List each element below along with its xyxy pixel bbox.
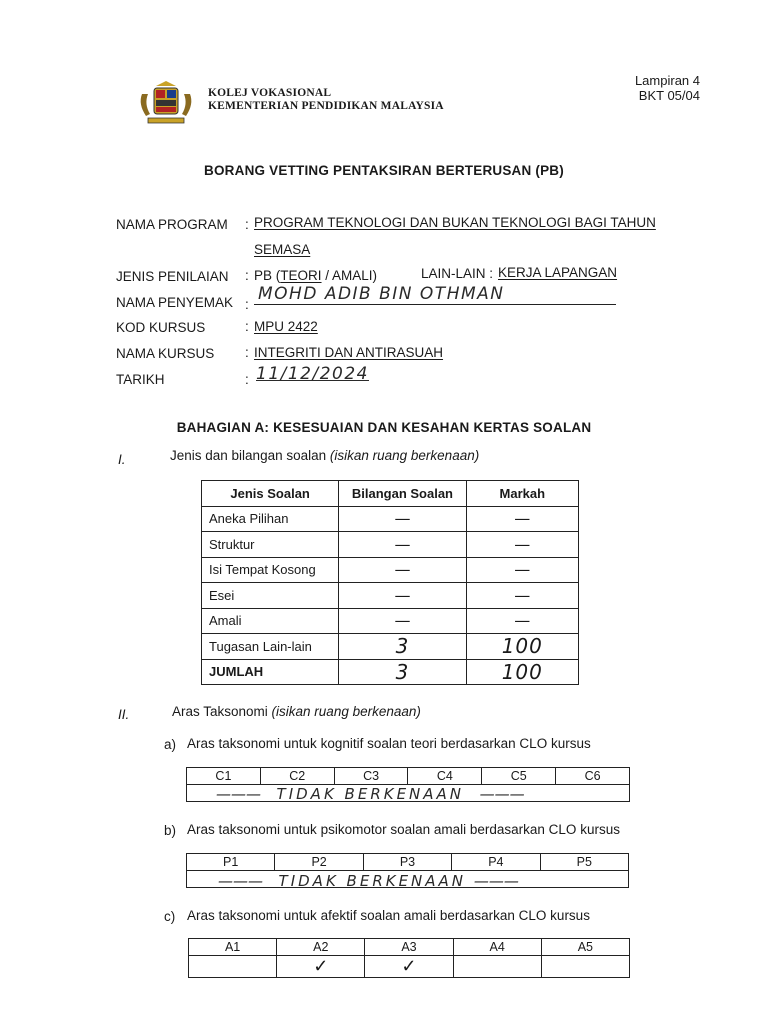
psikomotor-p4: P4 [452, 854, 540, 871]
afektif-mark-a5 [541, 956, 629, 978]
part2-instruction [172, 704, 421, 719]
part2-hint: (isikan ruang berkenaan) [271, 704, 421, 719]
psikomotor-label: b) [164, 823, 177, 838]
penyemak-colon: : [245, 297, 249, 312]
row-bilangan: 3 [339, 634, 466, 660]
row-markah: — [466, 583, 578, 609]
program-value-line1: PROGRAM TEKNOLOGI DAN BUKAN TEKNOLOGI BAGI TAHUN [254, 215, 656, 230]
row-markah: — [466, 557, 578, 583]
section-a-title: BAHAGIAN A: KESESUAIAN DAN KESAHAN KERTAS SOALAN [176, 420, 592, 435]
kognitif-c3: C3 [334, 768, 408, 785]
institution-line2: KEMENTERIAN PENDIDIKAN MALAYSIA [208, 100, 444, 112]
row-markah: — [466, 532, 578, 558]
lain-label: LAIN-LAIN : [421, 266, 494, 281]
penyemak-underline [254, 304, 616, 305]
form-title: BORANG VETTING PENTAKSIRAN BERTERUSAN (PB) [204, 163, 564, 178]
institution-line1: KOLEJ VOKASIONAL [208, 87, 332, 99]
psikomotor-p3: P3 [363, 854, 451, 871]
psikomotor-header-row [187, 854, 629, 871]
table-row [202, 608, 579, 634]
ref-line1: Lampiran 4 [634, 73, 700, 88]
psikomotor-handwritten-answer: ——— TIDAK BERKENAAN ——— [218, 872, 519, 890]
psikomotor-p2: P2 [275, 854, 363, 871]
header-markah: Markah [466, 481, 578, 507]
header-bilangan: Bilangan Soalan [339, 481, 466, 507]
penyemak-signature-value: MOHD ADIB BIN OTHMAN [258, 284, 505, 304]
jenis-teori: TEORI [280, 268, 322, 283]
part1-instruction [170, 448, 479, 463]
tarikh-label: TARIKH [116, 372, 165, 387]
afektif-mark-a1 [189, 956, 277, 978]
kognitif-label: a) [164, 737, 177, 752]
kod-value: MPU 2422 [254, 319, 318, 334]
afektif-header-row [189, 939, 630, 956]
kod-label: KOD KURSUS [116, 320, 206, 335]
jenis-pb: PB ( [254, 268, 281, 283]
program-value-line2: SEMASA [254, 242, 311, 257]
institution-name [208, 87, 444, 113]
table-header-row [202, 481, 579, 507]
kognitif-c4: C4 [408, 768, 482, 785]
kognitif-c5: C5 [482, 768, 556, 785]
kognitif-handwritten-text: TIDAK BERKENAAN [276, 785, 465, 803]
row-markah: 100 [466, 634, 578, 660]
afektif-label: c) [164, 909, 176, 924]
afektif-text: Aras taksonomi untuk afektif soalan amali berdasarkan CLO kursus [187, 908, 590, 923]
table-total-row [202, 659, 579, 685]
psikomotor-p1: P1 [187, 854, 275, 871]
part1-hint: (isikan ruang berkenaan) [329, 448, 480, 463]
table-row [202, 634, 579, 660]
row-bilangan: — [339, 557, 466, 583]
kursus-label: NAMA KURSUS [116, 346, 215, 361]
jenis-label: JENIS PENILAIAN [116, 269, 229, 284]
total-markah: 100 [466, 659, 578, 685]
jenis-value [254, 268, 377, 283]
psikomotor-text: Aras taksonomi untuk psikomotor soalan amali berdasarkan CLO kursus [187, 822, 620, 837]
document-reference [618, 73, 700, 103]
part2-numeral: II. [118, 707, 130, 722]
ref-line2: BKT 05/04 [638, 88, 700, 103]
row-jenis: Esei [202, 583, 339, 609]
total-bilangan: 3 [339, 659, 466, 685]
kursus-colon: : [245, 345, 249, 360]
question-type-table [201, 480, 579, 685]
kognitif-handwritten-answer: ——— TIDAK BERKENAAN ——— [216, 785, 525, 803]
program-label: NAMA PROGRAM [116, 217, 228, 232]
afektif-a5: A5 [541, 939, 629, 956]
program-colon: : [245, 217, 249, 232]
afektif-mark-a3: ✓ [365, 956, 453, 978]
kognitif-header-row [187, 768, 630, 785]
table-row [202, 557, 579, 583]
kod-colon: : [245, 319, 249, 334]
row-jenis: Struktur [202, 532, 339, 558]
part2-text: Aras Taksonomi [172, 704, 272, 719]
row-markah: — [466, 506, 578, 532]
header-jenis: Jenis Soalan [202, 481, 339, 507]
table-row [202, 532, 579, 558]
penyemak-label: NAMA PENYEMAK [116, 295, 234, 310]
row-jenis: Tugasan Lain-lain [202, 634, 339, 660]
table-row [202, 506, 579, 532]
afektif-a2: A2 [277, 939, 365, 956]
part1-numeral: I. [118, 452, 126, 467]
kognitif-c1: C1 [187, 768, 261, 785]
table-row [202, 583, 579, 609]
afektif-a4: A4 [453, 939, 541, 956]
afektif-answer-row [189, 956, 630, 978]
jenis-amali: / AMALI) [321, 268, 378, 283]
row-jenis: Amali [202, 608, 339, 634]
tarikh-value: 11/12/2024 [256, 364, 369, 384]
tarikh-colon: : [245, 372, 249, 387]
psikomotor-p5: P5 [540, 854, 628, 871]
part1-text: Jenis dan bilangan soalan [170, 448, 330, 463]
row-markah: — [466, 608, 578, 634]
afektif-mark-a4 [453, 956, 541, 978]
total-label: JUMLAH [202, 659, 339, 685]
afektif-a1: A1 [189, 939, 277, 956]
kognitif-c2: C2 [260, 768, 334, 785]
row-bilangan: — [339, 608, 466, 634]
afektif-a3: A3 [365, 939, 453, 956]
afektif-table [188, 938, 630, 978]
row-bilangan: — [339, 506, 466, 532]
psikomotor-handwritten-text: TIDAK BERKENAAN [278, 872, 467, 890]
jenis-colon: : [245, 268, 249, 283]
afektif-mark-a2: ✓ [277, 956, 365, 978]
row-bilangan: — [339, 583, 466, 609]
kognitif-c6: C6 [556, 768, 630, 785]
kognitif-text: Aras taksonomi untuk kognitif soalan teori berdasarkan CLO kursus [187, 736, 591, 751]
row-jenis: Isi Tempat Kosong [202, 557, 339, 583]
row-bilangan: — [339, 532, 466, 558]
lain-value: KERJA LAPANGAN [498, 265, 618, 280]
coat-of-arms-logo [134, 80, 198, 128]
kursus-value: INTEGRITI DAN ANTIRASUAH [254, 345, 444, 360]
row-jenis: Aneka Pilihan [202, 506, 339, 532]
